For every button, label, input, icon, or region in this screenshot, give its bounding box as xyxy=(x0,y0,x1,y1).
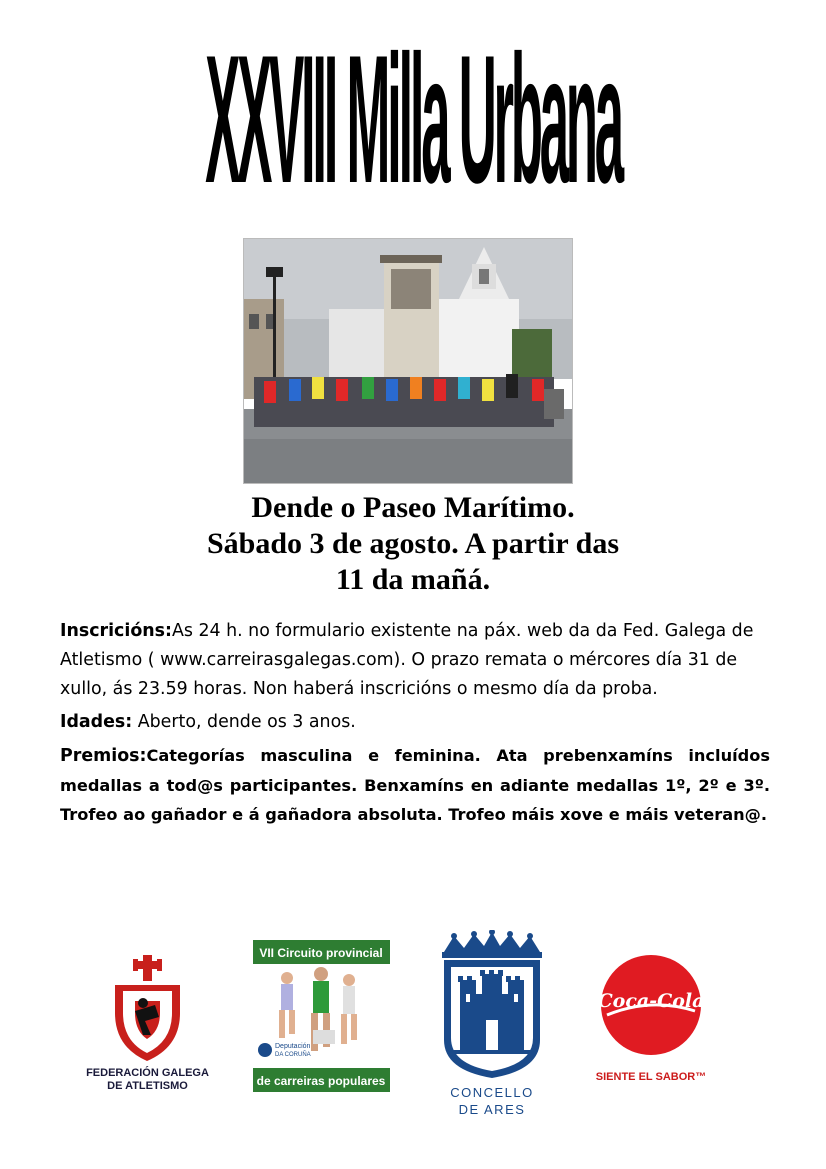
race-start-photo xyxy=(243,238,573,484)
race-details xyxy=(60,617,770,829)
coca-cola-brand: Coca-Cola xyxy=(599,990,703,1012)
fga-monogram: FGA xyxy=(138,1041,156,1050)
premios-text: Categorías masculina e feminina. Ata prebenxamíns incluídos medallas a tod@s participantes. Benxamíns en adiante medallas 1º, 2º e 3º. Trofeo ao gañador e á gañadora absoluta. Trofeo máis xove e máis veteran@. xyxy=(60,746,770,824)
fga-name-line1: FEDERACIÓN GALEGA xyxy=(86,1067,209,1079)
idades-label: Idades: xyxy=(60,712,133,732)
coca-cola-disc-icon xyxy=(599,953,703,1057)
fga-name-line2: DE ATLETISMO xyxy=(107,1080,188,1092)
coca-cola-logo xyxy=(588,953,714,1083)
circuito-badge-line2: DA CORUÑA xyxy=(275,1052,311,1058)
ares-name-line1: CONCELLO xyxy=(450,1085,534,1100)
inscricions-text: As 24 h. no formulario existente na páx. web da da Fed. Galega de Atletismo ( www.carreirasgalegas.com). O prazo remata o mércores día 31 de xullo, ás 23.59 horas. Non haberá inscricións o mesmo día da proba. xyxy=(60,621,754,699)
circuito-top-text: VII Circuito provincial xyxy=(259,946,383,960)
circuito-badge-line1: Deputación xyxy=(275,1043,311,1050)
event-date: Sábado 3 de agosto. A partir das xyxy=(206,527,620,560)
coca-cola-tagline xyxy=(588,1071,714,1083)
inscricions-paragraph xyxy=(60,617,770,704)
circuito-bottom-text: de carreiras populares xyxy=(256,1074,386,1088)
idades-paragraph xyxy=(60,708,770,737)
concello-ares-logo xyxy=(438,930,546,1120)
fga-emblem-icon xyxy=(85,955,210,1063)
event-location: Dende o Paseo Marítimo. xyxy=(251,491,575,524)
ares-castle-shield-icon xyxy=(438,930,546,1080)
ares-name-line2: DE ARES xyxy=(458,1102,526,1117)
coca-cola-tagline-text: SIENTE EL SABOR xyxy=(595,1071,696,1083)
fga-logo xyxy=(85,955,210,1095)
inscricions-label: Inscricións: xyxy=(60,621,172,641)
coca-cola-tm: ™ xyxy=(695,1071,707,1083)
circuito-provincial-logo xyxy=(253,940,390,1092)
event-time: 11 da mañá. xyxy=(335,563,491,596)
poster-title: XXVIII Milla Urbana xyxy=(205,18,621,222)
event-info xyxy=(0,490,826,598)
idades-text: Aberto, dende os 3 anos. xyxy=(132,712,356,732)
premios-paragraph xyxy=(60,741,770,829)
premios-label: Premios: xyxy=(60,746,147,766)
